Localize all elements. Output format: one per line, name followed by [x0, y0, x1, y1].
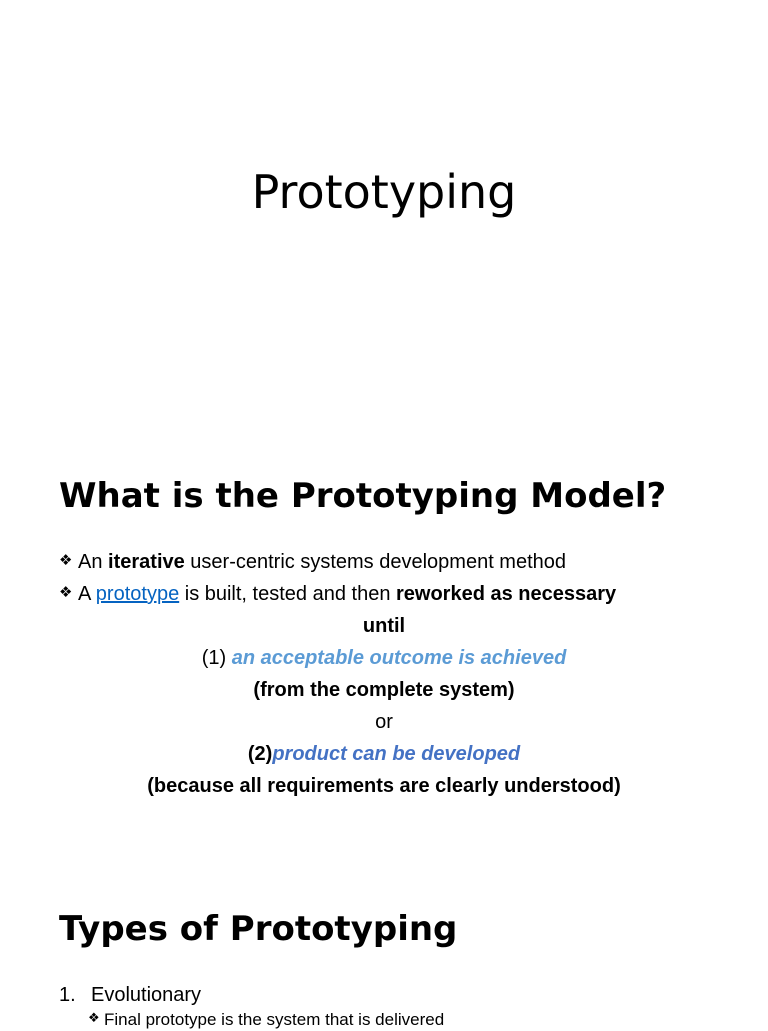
diamond-bullet-icon: ❖ [88, 1011, 100, 1026]
condition-2-note: (because all requirements are clearly understood) [147, 775, 621, 797]
bullet-text-pre: An [78, 551, 109, 573]
diamond-bullet-icon: ❖ [59, 583, 73, 601]
section-heading-types: Types of Prototyping [59, 909, 458, 949]
until-text: until [362, 615, 406, 637]
condition-2-text: product can be developed [272, 743, 521, 765]
condition-1-text: an acceptable outcome is achieved [231, 647, 567, 669]
bullet-list [59, 546, 719, 610]
bullet-text-mid: is built, tested and then [179, 583, 396, 605]
conditions-block [0, 610, 768, 802]
diamond-bullet-icon: ❖ [59, 551, 73, 569]
sub-bullet-item [88, 1009, 444, 1031]
or-text: or [375, 711, 393, 733]
condition-2-note-line [0, 770, 768, 802]
prototype-link[interactable]: prototype [95, 583, 180, 605]
condition-1-line [0, 642, 768, 674]
condition-1-number: (1) [201, 647, 232, 669]
or-line [0, 706, 768, 738]
bullet-text-pre: A [78, 583, 96, 605]
until-line [0, 610, 768, 642]
list-number: 1. [59, 984, 76, 1006]
sub-bullet-text: Final prototype is the system that is delivered [104, 1010, 445, 1029]
list-item-label: Evolutionary [91, 984, 202, 1006]
condition-2-line [0, 738, 768, 770]
bullet-text-bold: iterative [108, 551, 185, 573]
bullet-item-prototype [59, 578, 719, 610]
condition-2-number: (2) [247, 743, 273, 765]
section-heading-prototyping-model: What is the Prototyping Model? [59, 476, 667, 516]
condition-1-note: (from the complete system) [253, 679, 515, 701]
bullet-text-post: user-centric systems development method [184, 551, 567, 573]
condition-1-note-line [0, 674, 768, 706]
bullet-text-bold: reworked as necessary [396, 583, 617, 605]
document-title: Prototyping [251, 165, 517, 219]
numbered-item-evolutionary [59, 979, 719, 1011]
numbered-list [59, 979, 719, 1011]
bullet-item-iterative [59, 546, 719, 578]
